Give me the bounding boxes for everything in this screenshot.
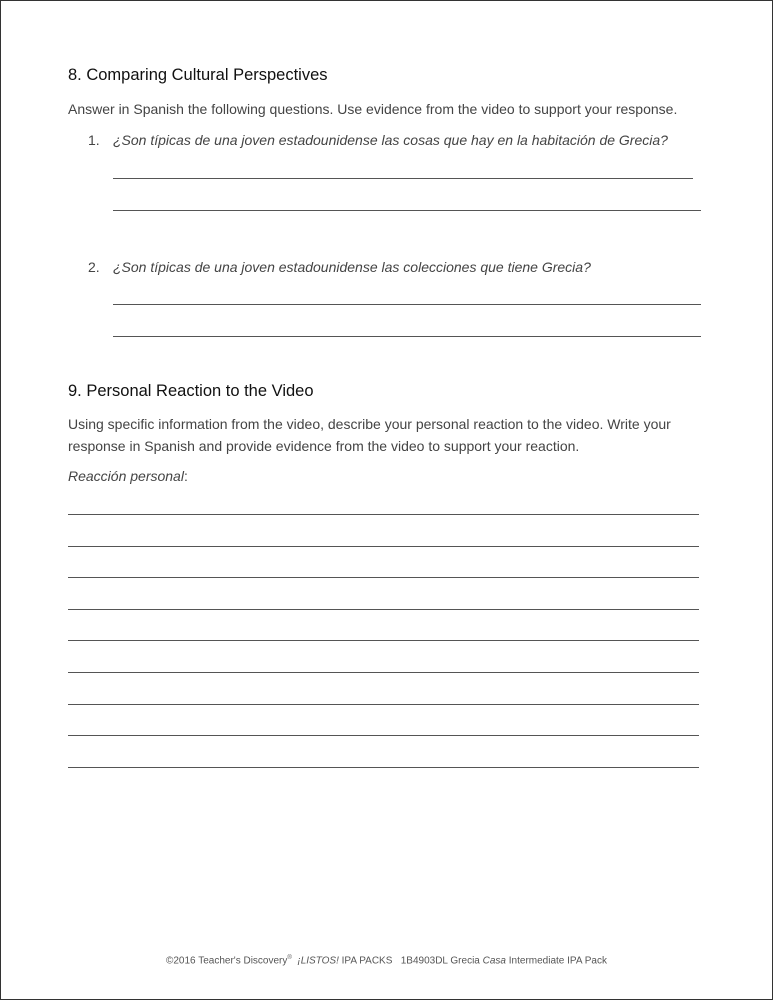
answer-line[interactable] xyxy=(113,210,701,211)
question-1-text: ¿Son típicas de una joven estadounidense las cosas que hay en la habitación de Grecia? xyxy=(113,132,668,148)
answer-line[interactable] xyxy=(68,609,699,610)
answer-line[interactable] xyxy=(113,336,701,337)
answer-line[interactable] xyxy=(68,640,699,641)
section-8-heading: 8. Comparing Cultural Perspectives xyxy=(68,66,328,84)
answer-line[interactable] xyxy=(68,735,699,736)
footer-suffix: Intermediate IPA Pack xyxy=(506,955,607,967)
page-footer xyxy=(0,955,773,966)
question-1-number: 1. xyxy=(88,132,100,148)
section-9-heading: 9. Personal Reaction to the Video xyxy=(68,382,314,400)
question-2-number: 2. xyxy=(88,259,100,275)
answer-line[interactable] xyxy=(68,577,699,578)
answer-line[interactable] xyxy=(68,546,699,547)
section-9-instructions: Using specific information from the video, describe your personal reaction to the video. Write your response in Spanish and provide evidence from the video to support your reaction. xyxy=(68,416,671,454)
footer-title-italic: Casa xyxy=(482,955,506,967)
footer-packs: IPA PACKS 1B4903DL Grecia xyxy=(338,955,483,967)
answer-line[interactable] xyxy=(68,672,699,673)
reaction-prompt xyxy=(68,465,708,487)
footer-series: ¡LISTOS! xyxy=(297,955,339,967)
footer-copyright: ©2016 Teacher's Discovery xyxy=(166,955,288,967)
reaction-prompt-label: Reacción personal xyxy=(68,468,184,484)
answer-line[interactable] xyxy=(68,704,699,705)
answer-line[interactable] xyxy=(68,514,699,515)
reaction-prompt-colon: : xyxy=(183,468,188,484)
answer-line[interactable] xyxy=(113,304,701,305)
question-2-text: ¿Son típicas de una joven estadounidense las colecciones que tiene Grecia? xyxy=(113,259,591,275)
registered-mark: ® xyxy=(287,955,292,961)
section-8-instructions: Answer in Spanish the following questions. Use evidence from the video to support your response. xyxy=(68,101,678,117)
answer-line[interactable] xyxy=(113,178,693,179)
answer-line[interactable] xyxy=(68,767,699,768)
